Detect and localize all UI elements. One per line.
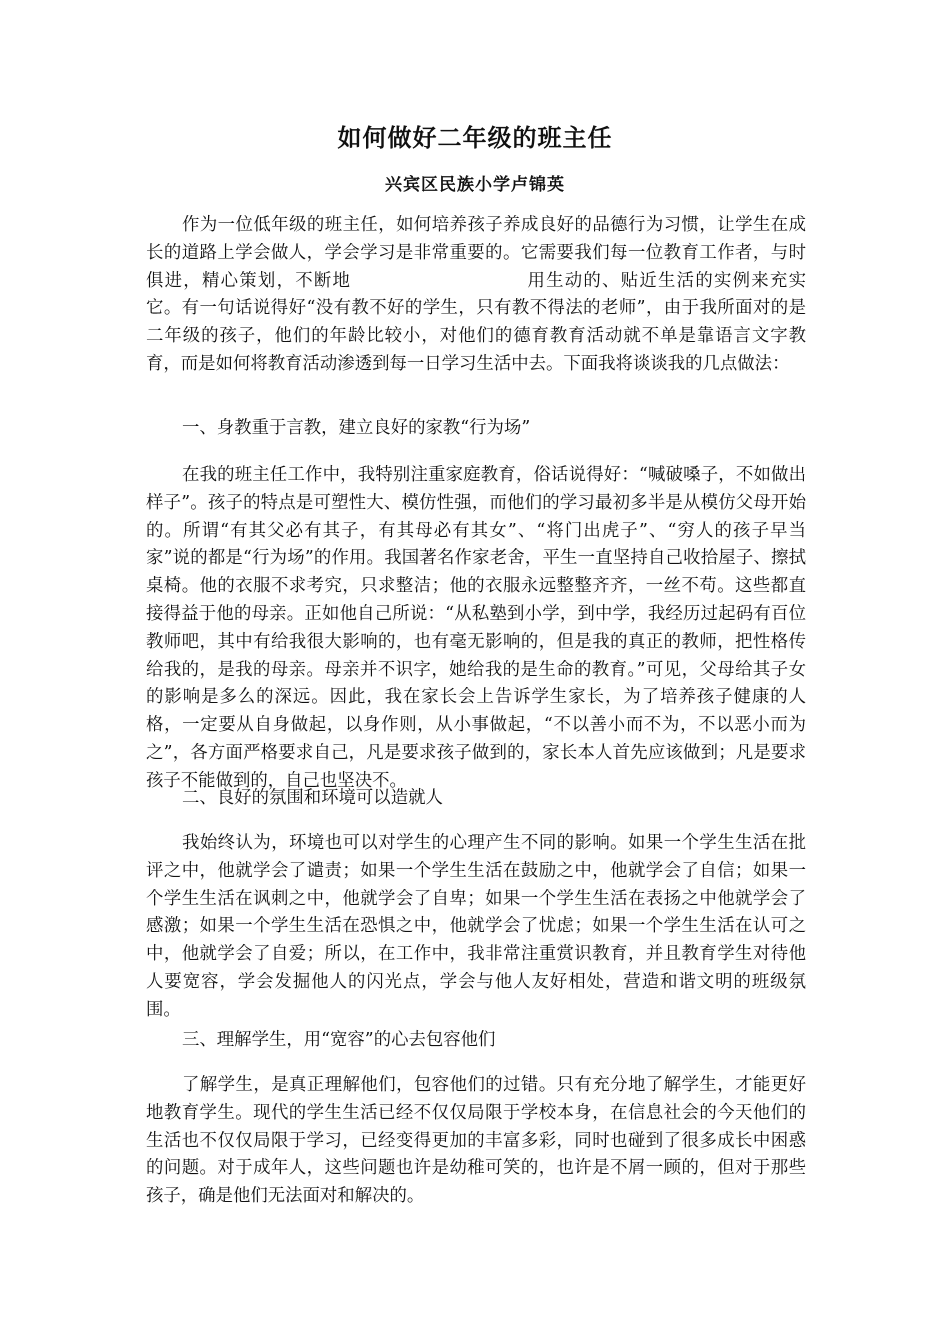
section-1-heading: 一、身教重于言教，建立良好的家教“行为场” <box>182 418 531 438</box>
intro-paragraph <box>146 212 806 379</box>
intro-text-part2: 用生动的、贴近生活的实例来充实它。有一句话说得好“没有教不好的学生，只有教不得法的老师”，由于我所面对的是二年级的孩子，他们的年龄比较小，对他们的德育教育活动就不单是靠语言文字教育，而是如何将教育活动渗透到每一日学习生活中去。下面我将谈谈我的几点做法： <box>146 270 806 374</box>
document-title: 如何做好二年级的班主任 <box>337 124 613 152</box>
section-3-heading: 三、理解学生，用“宽容”的心去包容他们 <box>182 1030 496 1050</box>
section-3-body: 了解学生，是真正理解他们，包容他们的过错。只有充分地了解学生，才能更好地教育学生。现代的学生生活已经不仅仅局限于学校本身，在信息社会的今天他们的生活也不仅仅局限于学习，已经变得更加的丰富多彩，同时也碰到了很多成长中困惑的问题。对于成年人，这些问题也许是幼稚可笑的，也许是不屑一顾的，但对于那些孩子，确是他们无法面对和解决的。 <box>146 1075 806 1207</box>
section-1-body: 在我的班主任工作中，我特别注重家庭教育，俗话说得好：“喊破嗓子，不如做出样子”。孩子的特点是可塑性大、模仿性强，而他们的学习最初多半是从模仿父母开始的。所谓“有其父必有其子，有其母必有其女”、“将门出虎子”、“穷人的孩子早当家”说的都是“行为场”的作用。我国著名作家老舍，平生一直坚持自己收拾屋子、擦拭桌椅。他的衣服不求考究，只求整洁；他的衣服永远整整齐齐，一丝不苟。这些都直接得益于他的母亲。正如他自己所说：“从私塾到小学，到中学，我经历过起码有百位教师吧，其中有给我很大影响的，也有毫无影响的，但是我的真正的教师，把性格传给我的，是我的母亲。母亲并不识字，她给我的是生命的教育。”可见，父母给其子女的影响是多么的深远。因此，我在家长会上告诉学生家长，为了培养孩子健康的人格，一定要从自身做起，以身作则，从小事做起，“不以善小而不为，不以恶小而为之”，各方面严格要求自己，凡是要求孩子做到的，家长本人首先应该做到；凡是要求孩子不能做到的，自己也坚决不。 <box>146 465 806 791</box>
intro-text-part1: 作为一位低年级的班主任，如何培养孩子养成良好的品德行为习惯，让学生在成长的道路上学会做人，学会学习是非常重要的。它需要我们每一位教育工作者，与时俱进，精心策划，不断地 <box>146 215 806 291</box>
section-2-body: 我始终认为，环境也可以对学生的心理产生不同的影响。如果一个学生生活在批评之中，他就学会了谴责；如果一个学生生活在鼓励之中，他就学会了自信；如果一个学生生活在讽刺之中，他就学会了自卑；如果一个学生生活在表扬之中他就学会了感激；如果一个学生生活在恐惧之中，他就学会了忧虑；如果一个学生生活在认可之中，他就学会了自爱；所以，在工作中，我非常注重赏识教育，并且教育学生对待他人要宽容，学会发掘他人的闪光点，学会与他人友好相处，营造和谐文明的班级氛围。 <box>146 833 806 1020</box>
document-author: 兴宾区民族小学卢锦英 <box>385 175 565 195</box>
section-2-heading: 二、良好的氛围和环境可以造就人 <box>182 788 443 808</box>
